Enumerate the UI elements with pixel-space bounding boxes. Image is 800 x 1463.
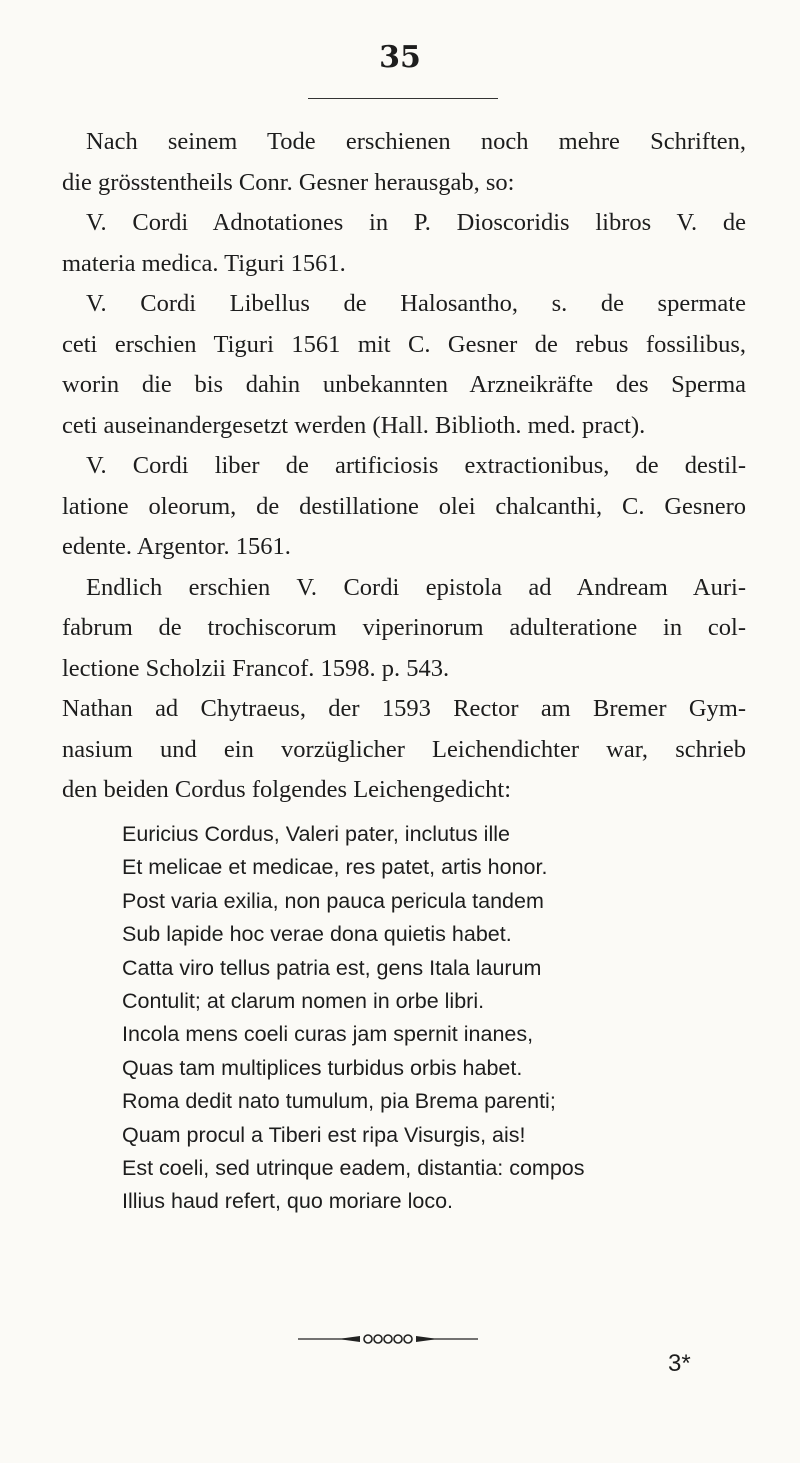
text-line: lectione Scholzii Francof. 1598. p. 543. [62,654,450,682]
text-line: nasium und ein vorzüglicher Leichendichter war, schrieb [62,735,746,763]
text-line: den beiden Cordus folgendes Leichengedicht: [62,776,512,803]
text-line: latione oleorum, de destillatione olei chalcanthi, C. Gesnero [62,492,746,520]
poem-line: Illius haud refert, quo moriare loco. [122,1189,454,1214]
ornament-icon [298,1332,478,1346]
poem-line: Quam procul a Tiberi est ripa Visurgis, ais! [122,1122,526,1147]
poem-line: Catta viro tellus patria est, gens Itala laurum [122,955,542,980]
text-line: worin die bis dahin unbekannten Arzneikräfte des Sperma [62,371,746,398]
text-line: edente. Argentor. 1561. [62,533,291,560]
poem-line: Post varia exilia, non pauca pericula tandem [122,888,544,913]
poem-line: Quas tam multiplices turbidus orbis habet. [122,1055,523,1080]
text-line: die grösstentheils Conr. Gesner herausgab, so: [62,168,515,196]
body-text [62,122,746,811]
text-line: ceti auseinandergesetzt werden (Hall. Biblioth. med. pract). [62,411,646,439]
text-line: ceti erschien Tiguri 1561 mit C. Gesner de rebus fossilibus, [62,330,746,358]
poem-line: Sub lapide hoc verae dona quietis habet. [122,922,512,947]
text-line: V. Cordi Adnotationes in P. Dioscoridis libros V. de [86,209,746,236]
text-line: Nach seinem Tode erschienen noch mehre Schriften, [86,128,746,155]
page-number: 35 [379,40,421,75]
text-line: Nathan ad Chytraeus, der 1593 Rector am Bremer Gym- [62,695,746,722]
poem-line: Contulit; at clarum nomen in orbe libri. [122,989,485,1014]
poem-line: Euricius Cordus, Valeri pater, inclutus ille [122,822,510,846]
epitaph-poem [122,818,762,1219]
ornament-rule [298,1332,478,1346]
signature-mark: 3* [668,1350,691,1377]
poem-line: Incola mens coeli curas jam spernit inanes, [122,1022,534,1047]
text-line: V. Cordi liber de artificiosis extractionibus, de destil- [86,452,746,479]
text-line: materia medica. Tiguri 1561. [62,249,346,277]
text-line: Endlich erschien V. Cordi epistola ad Andream Auri- [86,573,746,601]
poem-line: Et melicae et medicae, res patet, artis honor. [122,855,548,880]
header-rule [308,98,498,99]
text-line: fabrum de trochiscorum viperinorum adulteratione in col- [62,614,746,641]
poem-line: Roma dedit nato tumulum, pia Brema parenti; [122,1089,556,1114]
poem-line: Est coeli, sed utrinque eadem, distantia: compos [122,1156,585,1181]
text-line: V. Cordi Libellus de Halosantho, s. de spermate [86,290,746,317]
